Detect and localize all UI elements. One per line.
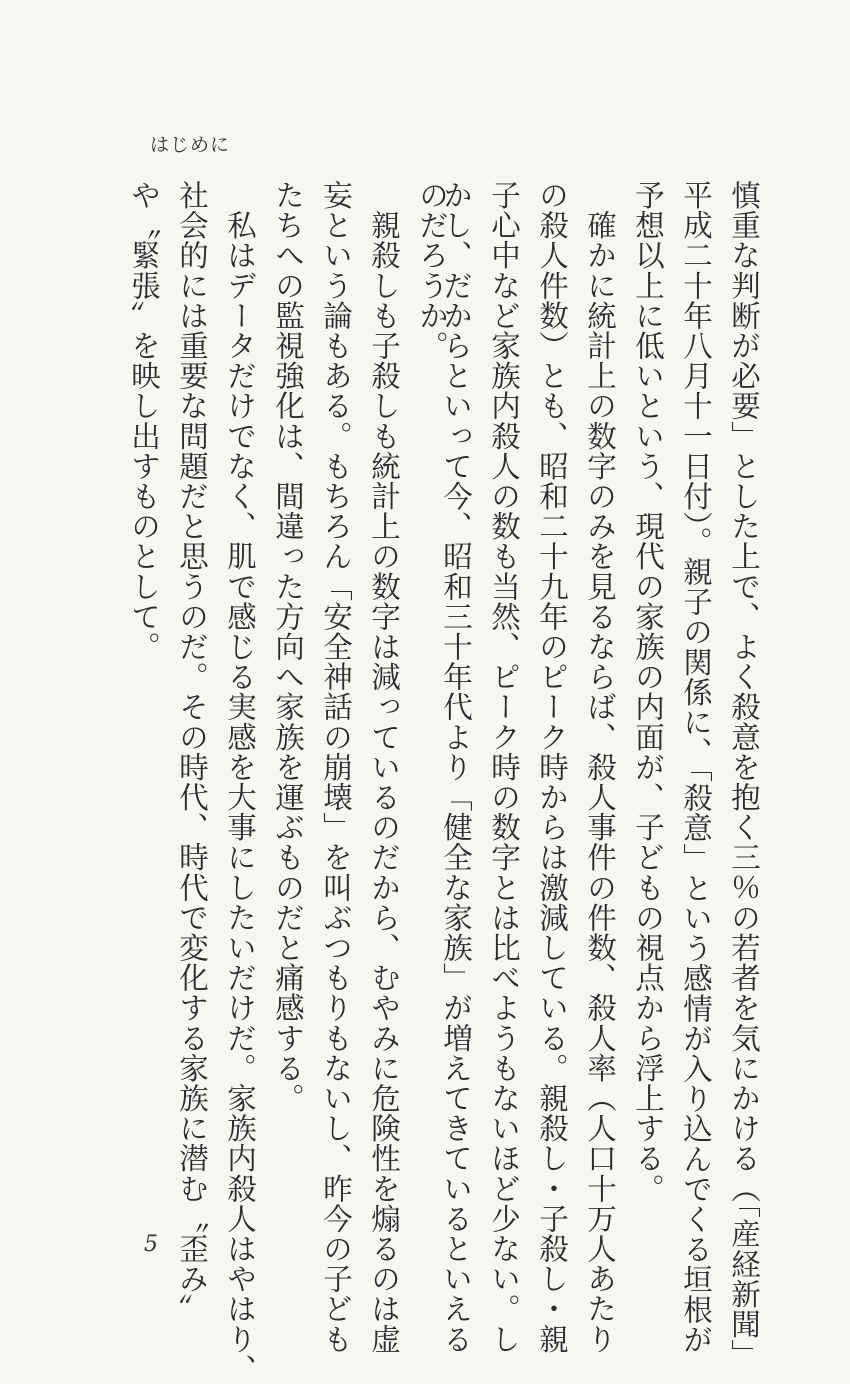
text-column: 確かに統計上の数字のみを見るならば、殺人事件の件数、殺人率（人口十万人あたり [583,180,617,1354]
text-column: 私はデータだけでなく、肌で感じる実感を大事にしたいだけだ。家族内殺人はやはり、 [223,180,257,1384]
text-column: のだろうか。 [415,180,449,361]
text-column: 慎重な判断が必要」とした上で、よく殺意を抱く三％の若者を気にかける（「産経新聞」 [727,180,761,1370]
text-column: かし、だからといって今、昭和三十年代より「健全な家族」が増えてきているといえる [439,180,473,1354]
text-column: や〝緊張〟を映し出すものとして。 [127,180,161,662]
text-column: たちへの監視強化は、間違った方向へ家族を運ぶものだと痛感する。 [271,180,305,1114]
text-column: 子心中など家族内殺人の数も当然、ピーク時の数字とは比べようもないほど少ない。し [487,180,521,1354]
text-column: 妄という論もある。もちろん「安全神話の崩壊」を叫ぶつもりもないし、昨今の子ども [319,180,353,1354]
text-column: の殺人件数）とも、昭和二十九年のピーク時からは激減している。親殺し・子殺し・親 [535,180,569,1354]
text-column: 親殺しも子殺しも統計上の数字は減っているのだから、むやみに危険性を煽るのは虚 [367,180,401,1354]
text-column: 社会的には重要な問題だと思うのだ。その時代、時代で変化する家族に潜む〝歪み〟 [175,180,209,1324]
page-number: 5 [144,1232,158,1257]
text-column: 予想以上に低いという、現代の家族の内面が、子どもの視点から浮上する。 [631,180,665,1204]
text-column: 平成二十年八月十一日付）。親子の関係に、「殺意」という感情が入り込んでくる垣根が [679,180,713,1355]
running-head: はじめに [150,134,231,156]
